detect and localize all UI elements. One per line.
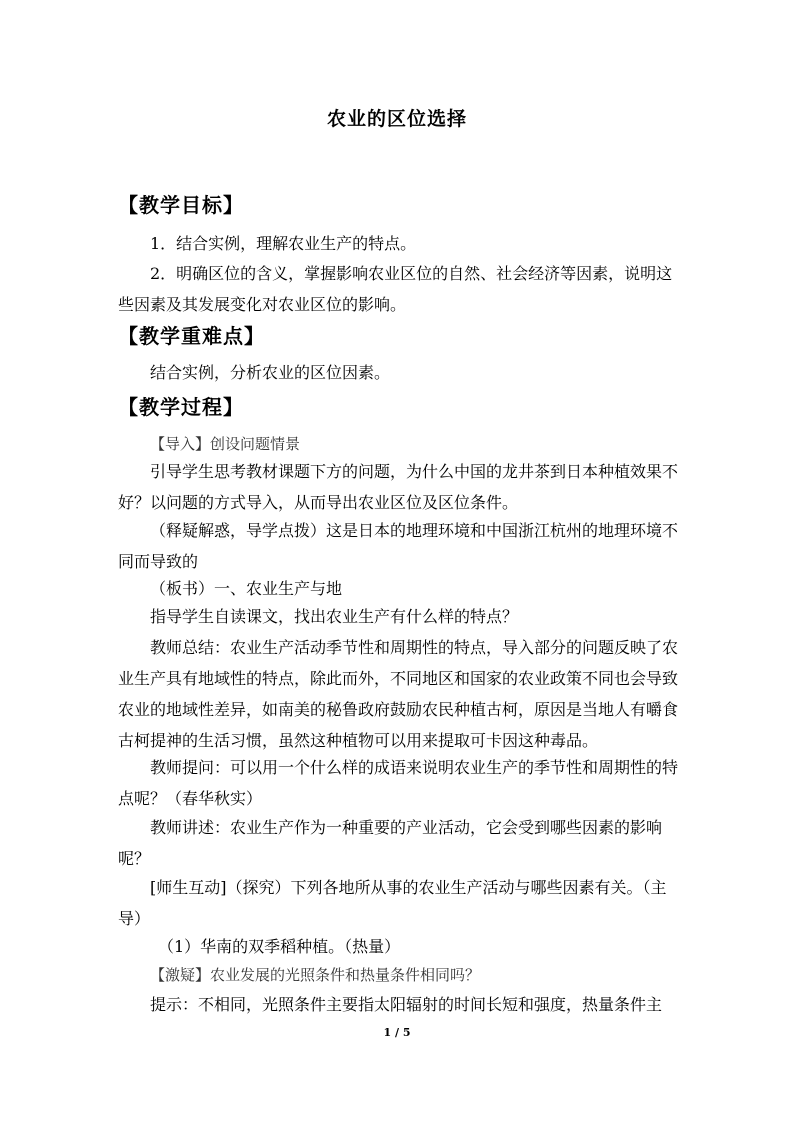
key-points-text: 结合实例，分析农业的区位因素。 [150,363,391,382]
process-question: 【激疑】农业发展的光照条件和热量条件相同吗？ [150,966,481,984]
objective-item-2: 2．明确区位的含义，掌握影响农业区位的自然、社会经济等因素，说明这些因素及其发展变化对农业区位的影响。 [118,264,673,314]
section-heading-process: 【教学过程】 [118,395,244,419]
section-heading-objectives: 【教学目标】 [118,193,244,217]
process-intro-label: 【导入】创设问题情景 [150,435,301,453]
process-paragraph: 教师总结：农业生产活动季节性和周期性的特点，导入部分的问题反映了农业生产具有地域性的特点，除此而外，不同地区和国家的农业政策不同也会导致农业的地域性差异，如南美的秘鲁政府鼓励农民种植古柯，原因是当地人有嚼食古柯提神的生活习惯，虽然这种植物可以用来提取可卡因这种毒品。 [118,638,679,750]
process-paragraph: 教师讲述：农业生产作为一种重要的产业活动，它会受到哪些因素的影响呢？ [118,818,663,868]
process-paragraph: （释疑解惑，导学点拨）这是日本的地理环境和中国浙江杭州的地理环境不同而导致的 [118,521,679,571]
process-paragraph: 引导学生思考教材课题下方的问题，为什么中国的龙井茶到日本种植效果不好？以问题的方式导入，从而导出农业区位及区位条件。 [118,462,679,512]
objective-item-1: 1．结合实例，理解农业生产的特点。 [150,234,417,253]
page-number: 1 / 5 [383,1026,411,1039]
process-paragraph: 教师提问：可以用一个什么样的成语来说明农业生产的季节性和周期性的特点呢？（春华秋实） [118,758,679,808]
process-paragraph: 指导学生自读课文，找出农业生产有什么样的特点？ [150,607,519,626]
process-list-item: （1）华南的双季稻种植。（热量） [158,937,401,956]
document-title: 农业的区位选择 [326,108,467,130]
process-board-note: （板书）一、农业生产与地 [150,579,343,598]
process-paragraph: 提示：不相同，光照条件主要指太阳辐射的时间长短和强度，热量条件主 [150,995,663,1014]
section-heading-key-points: 【教学重难点】 [118,324,265,348]
process-paragraph: [师生互动]（探究）下列各地所从事的农业生产活动与哪些因素有关。（主导） [118,878,667,928]
